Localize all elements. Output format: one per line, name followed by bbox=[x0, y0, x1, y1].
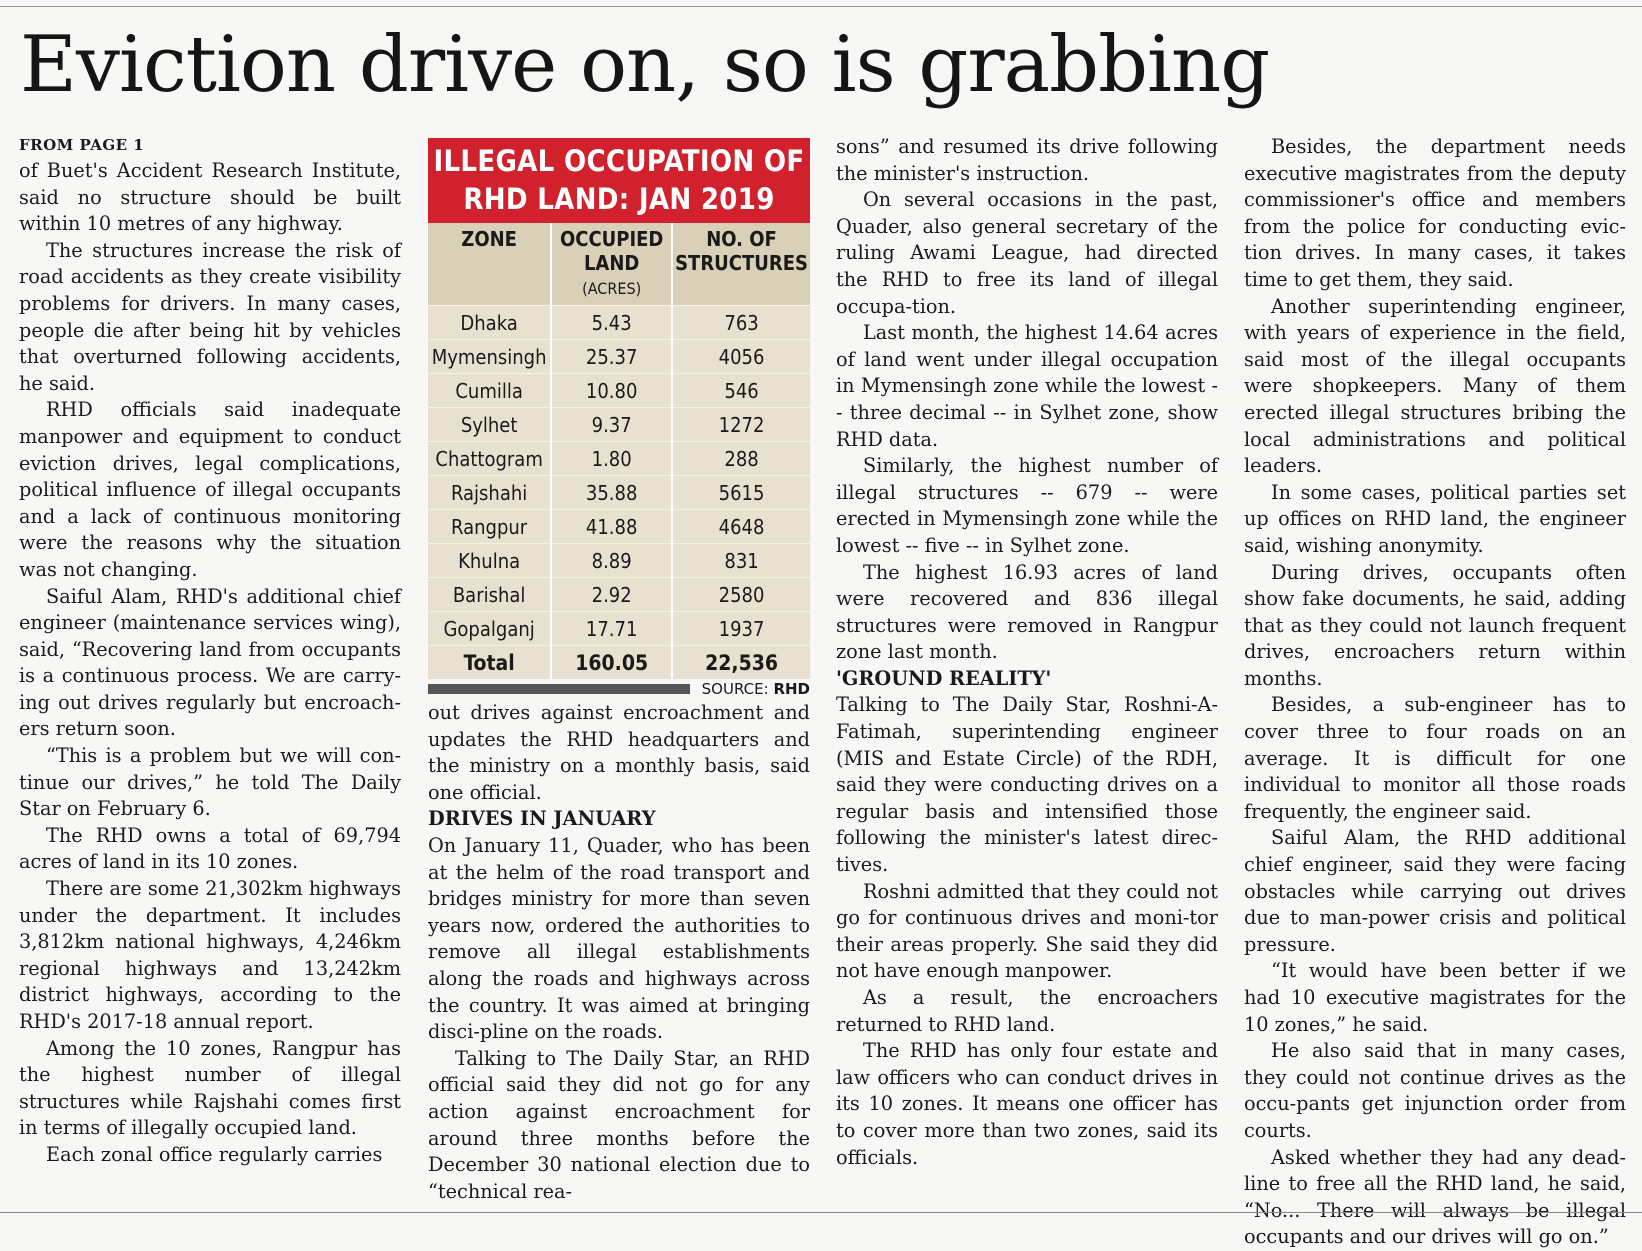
table-total-row: Total 160.05 22,536 bbox=[428, 646, 810, 680]
table-footer bbox=[428, 679, 810, 701]
paragraph: Talking to The Daily Star, Roshni-A-Fatimah, superintending engineer (MIS and Estate Circle) of the RDH, said they were conducting drives on a regular basis and intensified those following the minister's latest direc-tives. bbox=[836, 693, 1218, 877]
paragraph: Besides, a sub-engineer has to cover three to four roads on an average. It is difficult for one individual to monitor all those roads frequently, the engineer said. bbox=[1244, 693, 1626, 823]
paragraph: “It would have been better if we had 10 executive magistrates for the 10 zones,” he said. bbox=[1244, 959, 1626, 1036]
table-row: Sylhet 9.37 1272 bbox=[428, 408, 810, 442]
article-column-4 bbox=[1244, 134, 1626, 1251]
paragraph: Last month, the highest 14.64 acres of land went under illegal occupation in Mymensingh zone while the lowest -- three decimal -- in Sylhet zone, show RHD data. bbox=[836, 321, 1218, 451]
bottom-rule bbox=[0, 1212, 1642, 1213]
paragraph: Similarly, the highest number of illegal structures -- 679 -- were erected in Mymensingh zone while the lowest -- five -- in Sylhet zone. bbox=[836, 454, 1218, 557]
illegal-occupation-table-graphic bbox=[428, 138, 810, 701]
paragraph: Saiful Alam, RHD's additional chief engineer (maintenance services wing), said, “Recovering land from occupants is a continuous process. We are carry-ing out drives regularly but encroach-ers return soon. bbox=[19, 584, 401, 741]
paragraph: out drives against encroachment and updates the RHD headquarters and the ministry on a monthly basis, said one official. bbox=[428, 701, 810, 804]
paragraph: “This is a problem but we will con-tinue our drives,” he told The Daily Star on February 6. bbox=[19, 744, 401, 821]
paragraph: On January 11, Quader, who has been at the helm of the road transport and bridges ministry for more than seven years now, ordered the authorities to remove all illegal establishments along the roads and highways across the country. It was aimed at bringing disci-pline on the roads. bbox=[428, 833, 810, 1044]
paragraph: The highest 16.93 acres of land were recovered and 836 illegal structures were removed in Rangpur zone last month. bbox=[836, 560, 1218, 664]
table-row: Rajshahi 35.88 5615 bbox=[428, 476, 810, 510]
table-title-line-1: ILLEGAL OCCUPATION OF bbox=[433, 144, 805, 178]
table-footer-bar bbox=[428, 684, 690, 694]
paragraph: There are some 21,302km highways under the department. It includes 3,812km national highways, 4,246km regional highways and 13,242km district highways, according to the RHD's 2017-18 annual report. bbox=[19, 877, 401, 1033]
header-occupied-land: OCCUPIED LAND (ACRES) bbox=[551, 223, 672, 306]
article-column-2 bbox=[428, 700, 810, 1205]
paragraph: of Buet's Accident Research Institute, said no structure should be built within 10 metres of any highway. bbox=[19, 159, 401, 236]
paragraph: RHD officials said inadequate manpower and equipment to conduct eviction drives, legal complications, political influence of illegal occupants and a lack of continuous monitoring were the reasons why the situation was not changing. bbox=[19, 398, 401, 581]
headline: Eviction drive on, so is grabbing bbox=[20, 20, 1270, 110]
table-row: Khulna 8.89 831 bbox=[428, 544, 810, 578]
table-row: Chattogram 1.80 288 bbox=[428, 442, 810, 476]
table-title bbox=[428, 138, 810, 223]
table-row: Gopalganj 17.71 1937 bbox=[428, 612, 810, 646]
table-title-line-2: RHD LAND: JAN 2019 bbox=[463, 182, 775, 216]
article-column-1 bbox=[19, 134, 401, 1169]
table-row: Cumilla 10.80 546 bbox=[428, 374, 810, 408]
paragraph: In some cases, political parties set up offices on RHD land, the engineer said, wishing anonymity. bbox=[1244, 480, 1626, 557]
subhead-drives-in-january: DRIVES IN JANUARY bbox=[428, 807, 656, 831]
table-header-row bbox=[428, 223, 810, 306]
paragraph: Saiful Alam, the RHD additional chief engineer, said they were facing obstacles while carrying out drives due to man-power crisis and political pressure. bbox=[1244, 826, 1626, 956]
table-source: SOURCE: RHD bbox=[701, 680, 810, 698]
paragraph: As a result, the encroachers returned to RHD land. bbox=[836, 986, 1218, 1036]
top-rule bbox=[0, 6, 1642, 7]
paragraph: The structures increase the risk of road accidents as they create visibility problems for drivers. In many cases, people die after being hit by vehicles that overturned following accidents, he said. bbox=[19, 238, 401, 395]
article-column-3 bbox=[836, 134, 1218, 1171]
occupation-table bbox=[428, 223, 810, 679]
paragraph: During drives, occupants often show fake documents, he said, adding that as they could not launch frequent drives, encroachers return within months. bbox=[1244, 560, 1626, 690]
paragraph: Talking to The Daily Star, an RHD official said they did not go for any action against encroachment for around three months before the December 30 national election due to “technical rea- bbox=[428, 1046, 810, 1203]
paragraph: On several occasions in the past, Quader, also general secretary of the ruling Awami League, had directed the RHD to free its land of illegal occupa-tion. bbox=[836, 188, 1218, 318]
table-row: Rangpur 41.88 4648 bbox=[428, 510, 810, 544]
paragraph: Each zonal office regularly carries bbox=[46, 1142, 383, 1166]
table-row: Barishal 2.92 2580 bbox=[428, 578, 810, 612]
header-structures: NO. OF STRUCTURES bbox=[672, 223, 810, 306]
paragraph: The RHD has only four estate and law officers who can conduct drives in its 10 zones. It means one officer has to cover more than two zones, said its officials. bbox=[836, 1039, 1218, 1169]
paragraph: He also said that in many cases, they could not continue drives as the occu-pants get injunction order from courts. bbox=[1244, 1039, 1626, 1142]
paragraph: sons” and resumed its drive following the minister's instruction. bbox=[836, 135, 1218, 185]
paragraph: Roshni admitted that they could not go for continuous drives and moni-tor their areas properly. She said they did not have enough manpower. bbox=[836, 879, 1218, 983]
paragraph: Among the 10 zones, Rangpur has the highest number of illegal structures while Rajshahi comes first in terms of illegally occupied land. bbox=[19, 1036, 401, 1140]
paragraph: The RHD owns a total of 69,794 acres of land in its 10 zones. bbox=[19, 823, 401, 874]
header-zone: ZONE bbox=[428, 223, 551, 306]
table-row: Dhaka 5.43 763 bbox=[428, 306, 810, 340]
paragraph: Besides, the department needs executive magistrates from the deputy commissioner's office and members from the police for conducting evic-tion drives. In many cases, it takes time to get them, they said. bbox=[1244, 135, 1626, 291]
subhead-ground-reality: 'GROUND REALITY' bbox=[836, 666, 1052, 690]
paragraph: Asked whether they had any dead-line to free all the RHD land, he said, “No... There will always be illegal occupants and our drives will go on.” bbox=[1244, 1145, 1626, 1249]
paragraph: Another superintending engineer, with years of experience in the field, said most of the illegal occupants were shopkeepers. Many of them erected illegal structures bribing the local administrations and political leaders. bbox=[1244, 294, 1626, 478]
table-row: Mymensingh 25.37 4056 bbox=[428, 340, 810, 374]
from-page-kicker: FROM PAGE 1 bbox=[19, 136, 145, 154]
